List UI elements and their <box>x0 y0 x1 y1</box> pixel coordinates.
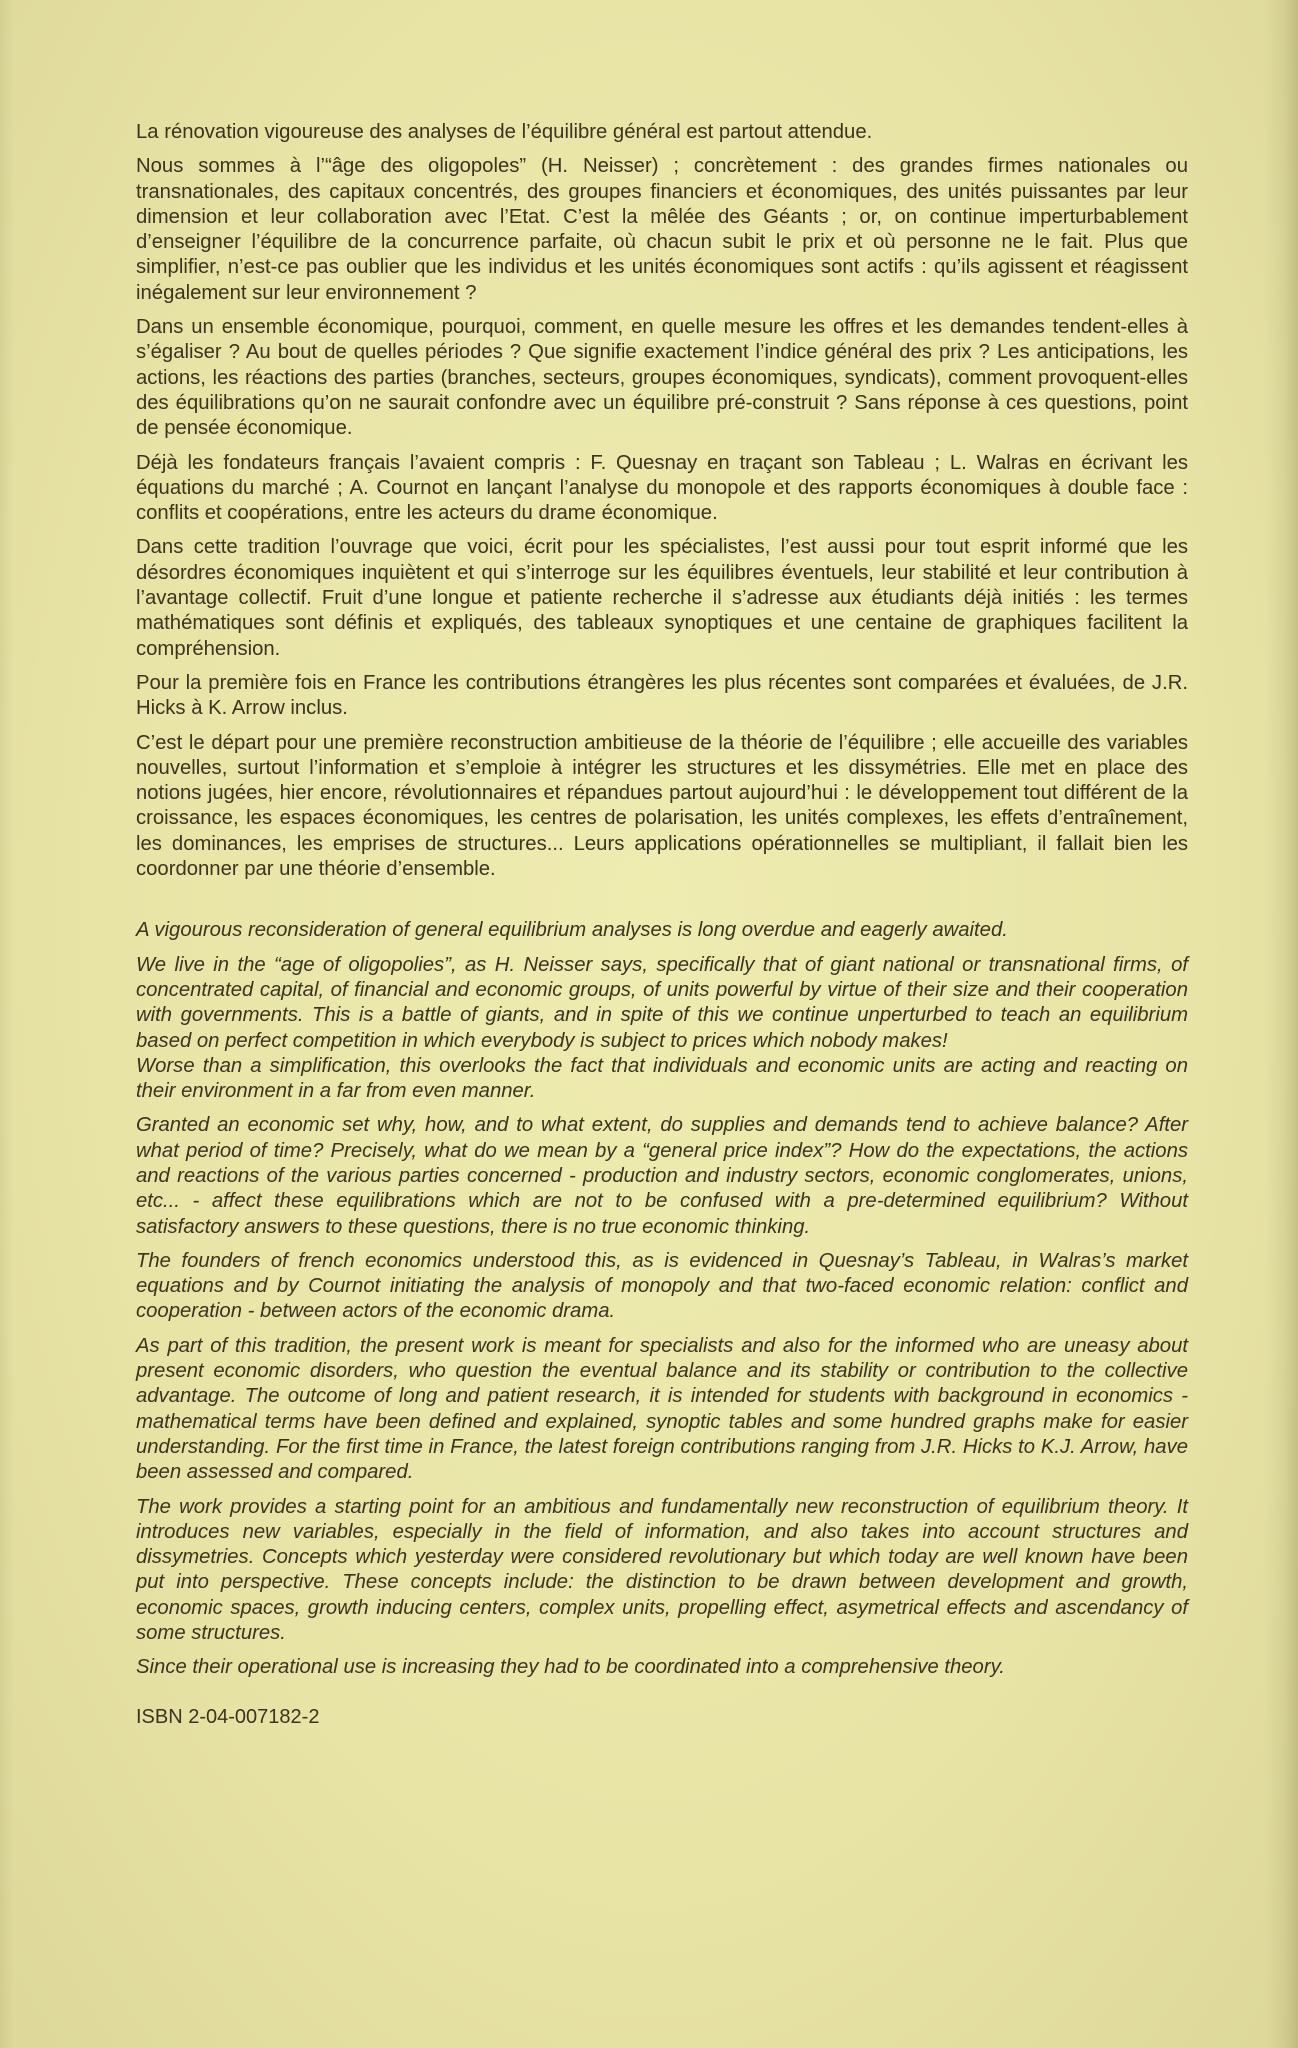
french-paragraph: Pour la première fois en France les contributions étrangères les plus récentes sont comparées et évaluées, de J.R. Hicks à K. Arrow inclus. <box>136 671 1188 720</box>
french-blurb <box>136 120 1188 882</box>
english-paragraph: A vigourous reconsideration of general equilibrium analyses is long overdue and eagerly awaited. <box>136 919 1008 942</box>
french-paragraph: Nous sommes à l’“âge des oligopoles” (H. Neisser) ; concrètement : des grandes firmes nationales ou transnationales, des capitaux concentrés, des groupes financiers et économiques, des unités puissantes par leur dimension et leur collaboration avec l’Etat. C’est la mêlée des Géants ; or, on continue imperturbablement d’enseigner l’équilibre de la concurrence parfaite, où chacun subit le prix et où personne ne le fait. Plus que simplifier, n’est-ce pas oublier que les individus et les unités économiques sont actifs : qu’ils agissent et réagissent inégalement sur leur environnement ? <box>136 155 1188 304</box>
page-edge-shadow <box>0 0 14 2048</box>
english-paragraph: As part of this tradition, the present work is meant for specialists and also for the informed who are uneasy about present economic disorders, who question the eventual balance and its stability or contribution to the collective advantage. The outcome of long and patient research, it is intended for students with background in economics - mathematical terms have been defined and explained, synoptic tables and some hundred graphs make for easier understanding. For the first time in France, the latest foreign contributions ranging from J.R. Hicks to K.J. Arrow, have been assessed and compared. <box>136 1334 1188 1484</box>
french-paragraph: Déjà les fondateurs français l’avaient compris : F. Quesnay en traçant son Tableau ; L. Walras en écrivant les équations du marché ; A. Cournot en lançant l’analyse du monopole et des rapports économiques à double face : conflits et coopérations, entre les acteurs du drame économique. <box>136 451 1188 525</box>
blurb-text <box>136 120 1188 1730</box>
french-paragraph: Dans un ensemble économique, pourquoi, comment, en quelle mesure les offres et les demandes tendent-elles à s’égaliser ? Au bout de quelles périodes ? Que signifie exactement l’indice général des prix ? Les anticipations, les actions, les réactions des parties (branches, secteurs, groupes économiques, syndicats), comment provoquent-elles des équilibrations qu’on ne saurait confondre avec un équilibre pré-construit ? Sans réponse à ces questions, point de pensée économique. <box>136 316 1188 440</box>
english-paragraph: We live in the “age of oligopolies”, as H. Neisser says, specifically that of giant national or transnational firms, of concentrated capital, of financial and economic groups, of units powerful by virtue of their size and their cooperation with governments. This is a battle of giants, and in spite of this we continue unperturbed to teach an equilibrium based on perfect competition in which everybody is subject to prices which nobody makes! <box>136 953 1188 1052</box>
french-paragraph: Dans cette tradition l’ouvrage que voici, écrit pour les spécialistes, l’est aussi pour tout esprit informé que les désordres économiques inquiètent et qui s’interroge sur les équilibres éventuels, leur stabilité et leur contribution à l’avantage collectif. Fruit d’une longue et patiente recherche il s’adresse aux étudiants déjà initiés : les termes mathématiques sont définis et expliqués, des tableaux synoptiques et une centaine de graphiques facilitent la compréhension. <box>136 536 1188 660</box>
english-paragraph: The work provides a starting point for an ambitious and fundamentally new reconstruction of equilibrium theory. It introduces new variables, especially in the field of information, and also takes into account structures and dissymetries. Concepts which yesterday were considered revolutionary but which today are well known have been put into perspective. These concepts include: the distinction to be drawn between development and growth, economic spaces, growth inducing centers, complex units, propelling effect, asymetrical effects and ascendancy of some structures. <box>136 1495 1188 1645</box>
french-paragraph: C’est le départ pour une première reconstruction ambitieuse de la théorie de l’équilibre ; elle accueille des variables nouvelles, surtout l’information et s’emploie à intégrer les structures et les dissymétries. Elle met en place des notions jugées, hier encore, révolutionnaires et répandues partout aujourd’hui : le développement tout différent de la croissance, les espaces économiques, les centres de polarisation, les unités complexes, les effets d’entraînement, les dominances, les emprises de structures... Leurs applications opérationnelles se multipliant, il fallait bien les coordonner par une théorie d’ensemble. <box>136 731 1188 881</box>
spine-shadow <box>1264 0 1298 2048</box>
english-paragraph: Since their operational use is increasing they had to be coordinated into a comprehensive theory. <box>136 1656 1005 1679</box>
isbn-number: ISBN 2-04-007182-2 <box>136 1705 320 1728</box>
english-blurb <box>136 918 1188 1680</box>
french-paragraph: La rénovation vigoureuse des analyses de l’équilibre général est partout attendue. <box>136 121 873 143</box>
english-paragraph: The founders of french economics understood this, as is evidenced in Quesnay’s Tableau, in Walras’s market equations and by Cournot initiating the analysis of monopoly and that two-faced economic relation: conflict and cooperation - between actors of the economic drama. <box>136 1249 1188 1323</box>
english-paragraph: Worse than a simplification, this overlooks the fact that individuals and economic units are acting and reacting on their environment in a far from even manner. <box>136 1054 1188 1103</box>
english-paragraph: Granted an economic set why, how, and to what extent, do supplies and demands tend to achieve balance? After what period of time? Precisely, what do we mean by a “general price index”? How do the expectations, the actions and reactions of the various parties concerned - production and industry sectors, economic conglomerates, unions, etc... - affect these equilibrations which are not to be confused with a pre-determined equilibrium? Without satisfactory answers to these questions, there is no true economic thinking. <box>136 1114 1188 1238</box>
